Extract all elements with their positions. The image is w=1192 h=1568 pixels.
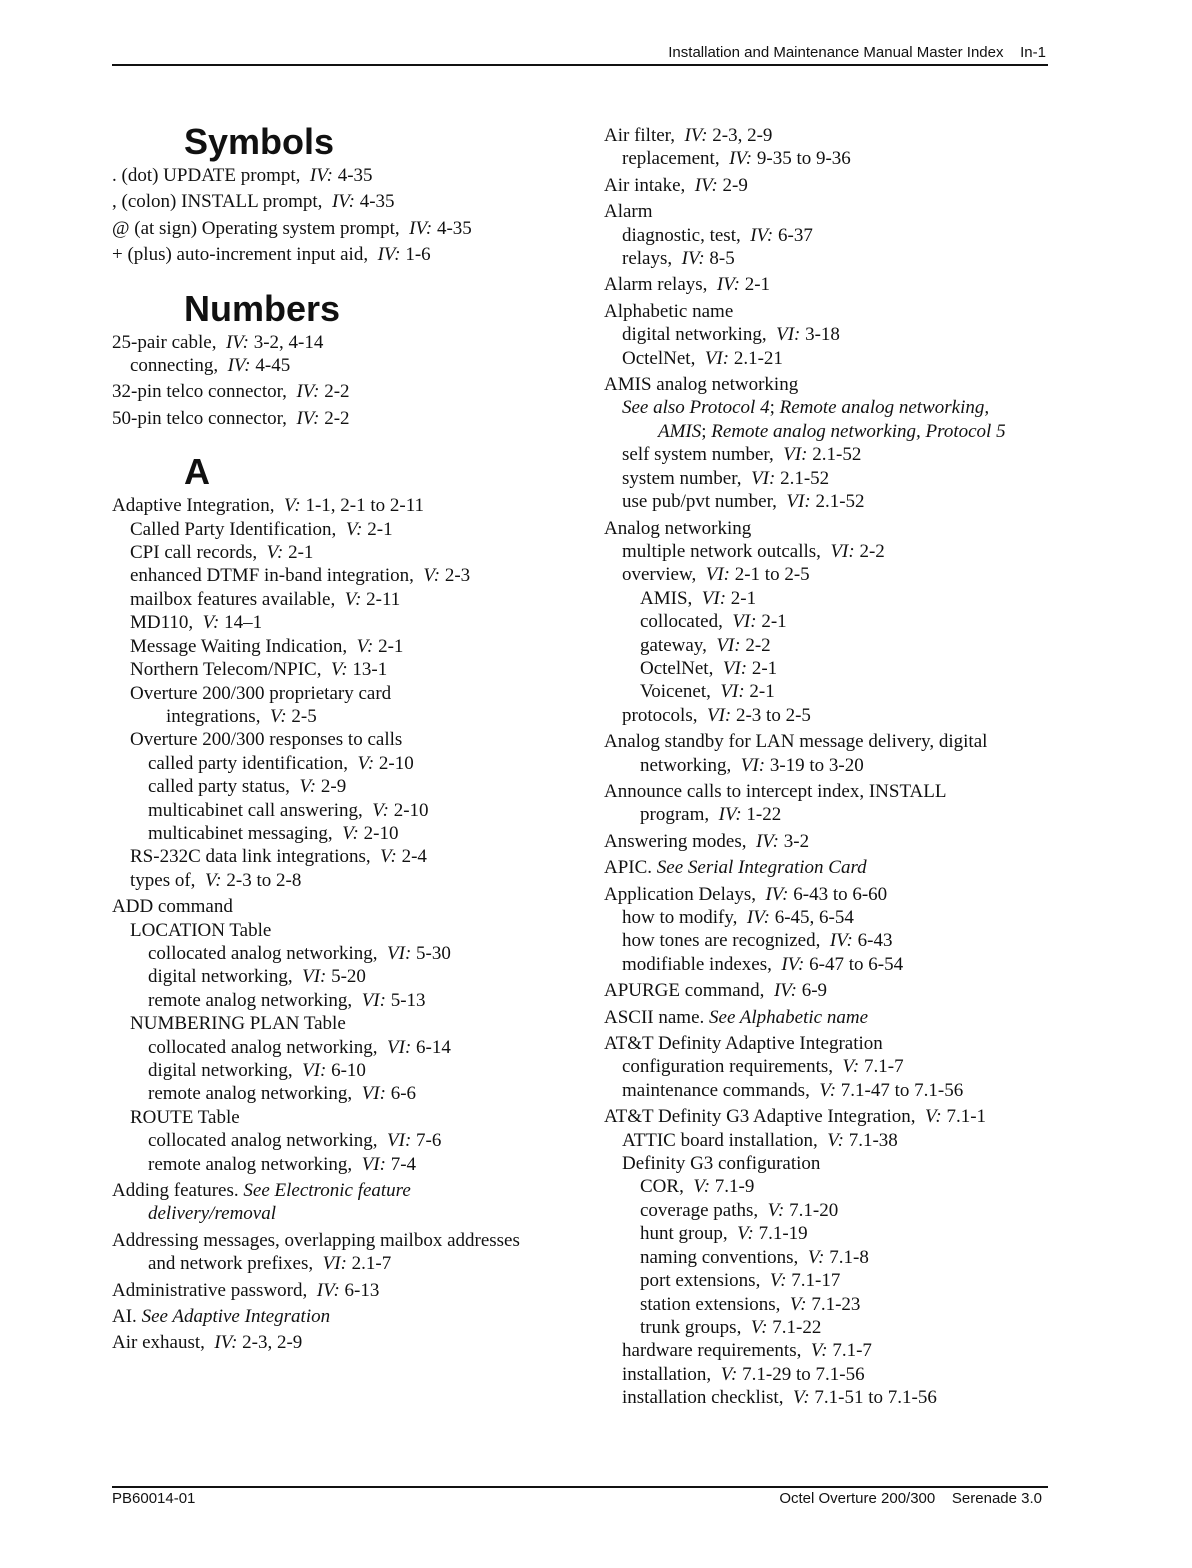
index-entry: coverage paths, V: 7.1-20: [640, 1199, 839, 1221]
index-entry: Analog networking: [604, 517, 752, 539]
index-entry: See also Protocol 4; Remote analog networking,: [622, 397, 990, 419]
index-entry: use pub/pvt number, VI: 2.1-52: [622, 491, 865, 513]
index-entry: called party status, V: 2-9: [148, 776, 347, 798]
index-entry: relays, IV: 8-5: [622, 248, 735, 270]
index-entry: Air exhaust, IV: 2-3, 2-9: [112, 1332, 303, 1354]
index-entry: Alphabetic name: [604, 300, 734, 322]
index-entry: overview, VI: 2-1 to 2-5: [622, 564, 810, 586]
index-entry: Definity G3 configuration: [622, 1153, 821, 1175]
index-entry: Application Delays, IV: 6-43 to 6-60: [604, 883, 888, 905]
index-entry: collocated analog networking, VI: 5-30: [148, 942, 451, 964]
index-entry: installation checklist, V: 7.1-51 to 7.1-56: [622, 1387, 937, 1409]
index-entry: Answering modes, IV: 3-2: [604, 830, 810, 852]
release: Serenade 3.0: [951, 1490, 1042, 1507]
index-entry: multicabinet messaging, V: 2-10: [148, 822, 399, 844]
index-entry: how to modify, IV: 6-45, 6-54: [622, 907, 854, 928]
index-entry: how tones are recognized, IV: 6-43: [622, 930, 893, 952]
index-entry: MD110, V: 14–1: [130, 612, 263, 634]
index-entry: station extensions, V: 7.1-23: [640, 1293, 861, 1315]
index-entry: Air intake, IV: 2-9: [604, 174, 748, 196]
index-entry: naming conventions, V: 7.1-8: [640, 1246, 869, 1268]
index-entry: LOCATION Table: [130, 919, 272, 941]
index-entry: Alarm: [604, 201, 653, 223]
index-entry: Northern Telecom/NPIC, V: 13-1: [130, 659, 388, 681]
section-numbers: [112, 287, 582, 431]
section-heading: Symbols: [184, 121, 335, 162]
index-entry: , (colon) INSTALL prompt, IV: 4-35: [112, 191, 395, 213]
index-entry: ADD command: [112, 896, 233, 918]
index-entry: APIC. See Serial Integration Card: [604, 857, 867, 879]
index-entry: . (dot) UPDATE prompt, IV: 4-35: [112, 165, 373, 186]
index-entry: ASCII name. See Alphabetic name: [604, 1006, 869, 1028]
index-entry: Addressing messages, overlapping mailbox addresses: [112, 1229, 520, 1251]
index-column-left: [112, 120, 582, 1375]
index-entry: OctelNet, VI: 2-1: [640, 657, 778, 679]
index-entry: mailbox features available, V: 2-11: [130, 588, 401, 610]
index-entry: + (plus) auto-increment input aid, IV: 1-6: [112, 244, 431, 266]
index-entry: called party identification, V: 2-10: [148, 752, 414, 774]
index-entry: Alarm relays, IV: 2-1: [604, 274, 771, 296]
index-entry: Announce calls to intercept index, INSTALL: [604, 780, 947, 802]
index-entry: AT&T Definity G3 Adaptive Integration, V: 7.1-1: [604, 1106, 987, 1128]
index-entry: ROUTE Table: [130, 1106, 240, 1128]
index-entry: 50-pin telco connector, IV: 2-2: [112, 407, 350, 429]
index-entry: program, IV: 1-22: [640, 804, 782, 826]
index-entry: maintenance commands, V: 7.1-47 to 7.1-56: [622, 1079, 964, 1101]
index-entry: remote analog networking, VI: 7-4: [148, 1153, 417, 1175]
page-footer: [112, 1486, 1048, 1507]
section-symbols: [112, 120, 582, 267]
index-entry: modifiable indexes, IV: 6-47 to 6-54: [622, 953, 904, 975]
index-entry: hardware requirements, V: 7.1-7: [622, 1340, 872, 1362]
index-entry: hunt group, V: 7.1-19: [640, 1223, 808, 1245]
header-title: Installation and Maintenance Manual Master Index In-1: [668, 44, 1046, 61]
doc-number: PB60014-01: [112, 1490, 196, 1507]
section-heading: Numbers: [184, 287, 341, 329]
index-entry: AT&T Definity Adaptive Integration: [604, 1033, 883, 1055]
index-entry: Administrative password, IV: 6-13: [112, 1279, 380, 1301]
index-entry: Message Waiting Indication, V: 2-1: [130, 635, 404, 657]
index-entry: digital networking, VI: 5-20: [148, 966, 366, 988]
index-entry: port extensions, V: 7.1-17: [640, 1270, 841, 1292]
index-entry: and network prefixes, VI: 2.1-7: [148, 1253, 392, 1275]
index-entry: Adding features. See Electronic feature: [112, 1180, 411, 1202]
index-entry: collocated analog networking, VI: 6-14: [148, 1036, 451, 1058]
index-entry: digital networking, VI: 3-18: [622, 324, 840, 346]
index-entry: AMIS; Remote analog networking, Protocol 5: [658, 420, 1006, 442]
index-entry: installation, V: 7.1-29 to 7.1-56: [622, 1363, 865, 1385]
index-entry: gateway, VI: 2-2: [640, 634, 771, 656]
index-entry: Voicenet, VI: 2-1: [640, 681, 775, 703]
section-a: [112, 450, 582, 1355]
section-heading: A: [184, 451, 210, 493]
footer-product: Octel Overture 200/300 Serenade 3.0: [779, 1490, 1042, 1507]
index-entry: collocated analog networking, VI: 7-6: [148, 1130, 442, 1152]
index-entry: RS-232C data link integrations, V: 2-4: [130, 846, 427, 868]
index-entry: integrations, V: 2-5: [166, 705, 317, 727]
index-entry: remote analog networking, VI: 6-6: [148, 1083, 417, 1105]
index-entry: AI. See Adaptive Integration: [112, 1306, 331, 1328]
index-entry: trunk groups, V: 7.1-22: [640, 1316, 822, 1338]
index-entry: NUMBERING PLAN Table: [130, 1013, 346, 1035]
index-entry: remote analog networking, VI: 5-13: [148, 989, 426, 1011]
index-entry: networking, VI: 3-19 to 3-20: [640, 754, 864, 776]
index-entry: system number, VI: 2.1-52: [622, 467, 830, 489]
index-entry: connecting, IV: 4-45: [130, 355, 291, 377]
index-entry: collocated, VI: 2-1: [640, 611, 787, 633]
index-entry: @ (at sign) Operating system prompt, IV: 4-35: [112, 217, 472, 239]
index-entry: Analog standby for LAN message delivery, digital: [604, 731, 988, 753]
index-entry: self system number, VI: 2.1-52: [622, 444, 862, 466]
index-entry: Overture 200/300 responses to calls: [130, 729, 403, 751]
index-entry: 25-pair cable, IV: 3-2, 4-14: [112, 331, 324, 353]
index-entry: configuration requirements, V: 7.1-7: [622, 1056, 904, 1078]
index-entry: Adaptive Integration, V: 1-1, 2-1 to 2-11: [112, 495, 425, 517]
index-column-right: [604, 124, 1044, 1410]
index-entry: delivery/removal: [148, 1203, 277, 1225]
index-entry: protocols, VI: 2-3 to 2-5: [622, 704, 811, 726]
page-header: [112, 42, 1048, 66]
index-entry: ATTIC board installation, V: 7.1-38: [622, 1129, 898, 1151]
index-entry: replacement, IV: 9-35 to 9-36: [622, 148, 851, 170]
index-entry: COR, V: 7.1-9: [640, 1176, 755, 1198]
index-entry: 32-pin telco connector, IV: 2-2: [112, 381, 350, 403]
index-entry: multiple network outcalls, VI: 2-2: [622, 540, 885, 562]
index-entry: Called Party Identification, V: 2-1: [130, 518, 393, 540]
index-entry: diagnostic, test, IV: 6-37: [622, 224, 813, 246]
index-entry: types of, V: 2-3 to 2-8: [130, 869, 302, 891]
index-entry: AMIS analog networking: [604, 374, 799, 396]
index-entry: AMIS, VI: 2-1: [640, 587, 757, 609]
index-entry: OctelNet, VI: 2.1-21: [622, 347, 783, 369]
index-entry: enhanced DTMF in-band integration, V: 2-3: [130, 565, 471, 587]
index-entry: multicabinet call answering, V: 2-10: [148, 799, 429, 821]
index-entry: Overture 200/300 proprietary card: [130, 682, 392, 704]
index-entry: CPI call records, V: 2-1: [130, 542, 314, 564]
index-entry: APURGE command, IV: 6-9: [604, 980, 828, 1002]
index-entry: Air filter, IV: 2-3, 2-9: [604, 125, 773, 146]
page-number: In-1: [1020, 44, 1046, 61]
index-entry: digital networking, VI: 6-10: [148, 1060, 366, 1081]
